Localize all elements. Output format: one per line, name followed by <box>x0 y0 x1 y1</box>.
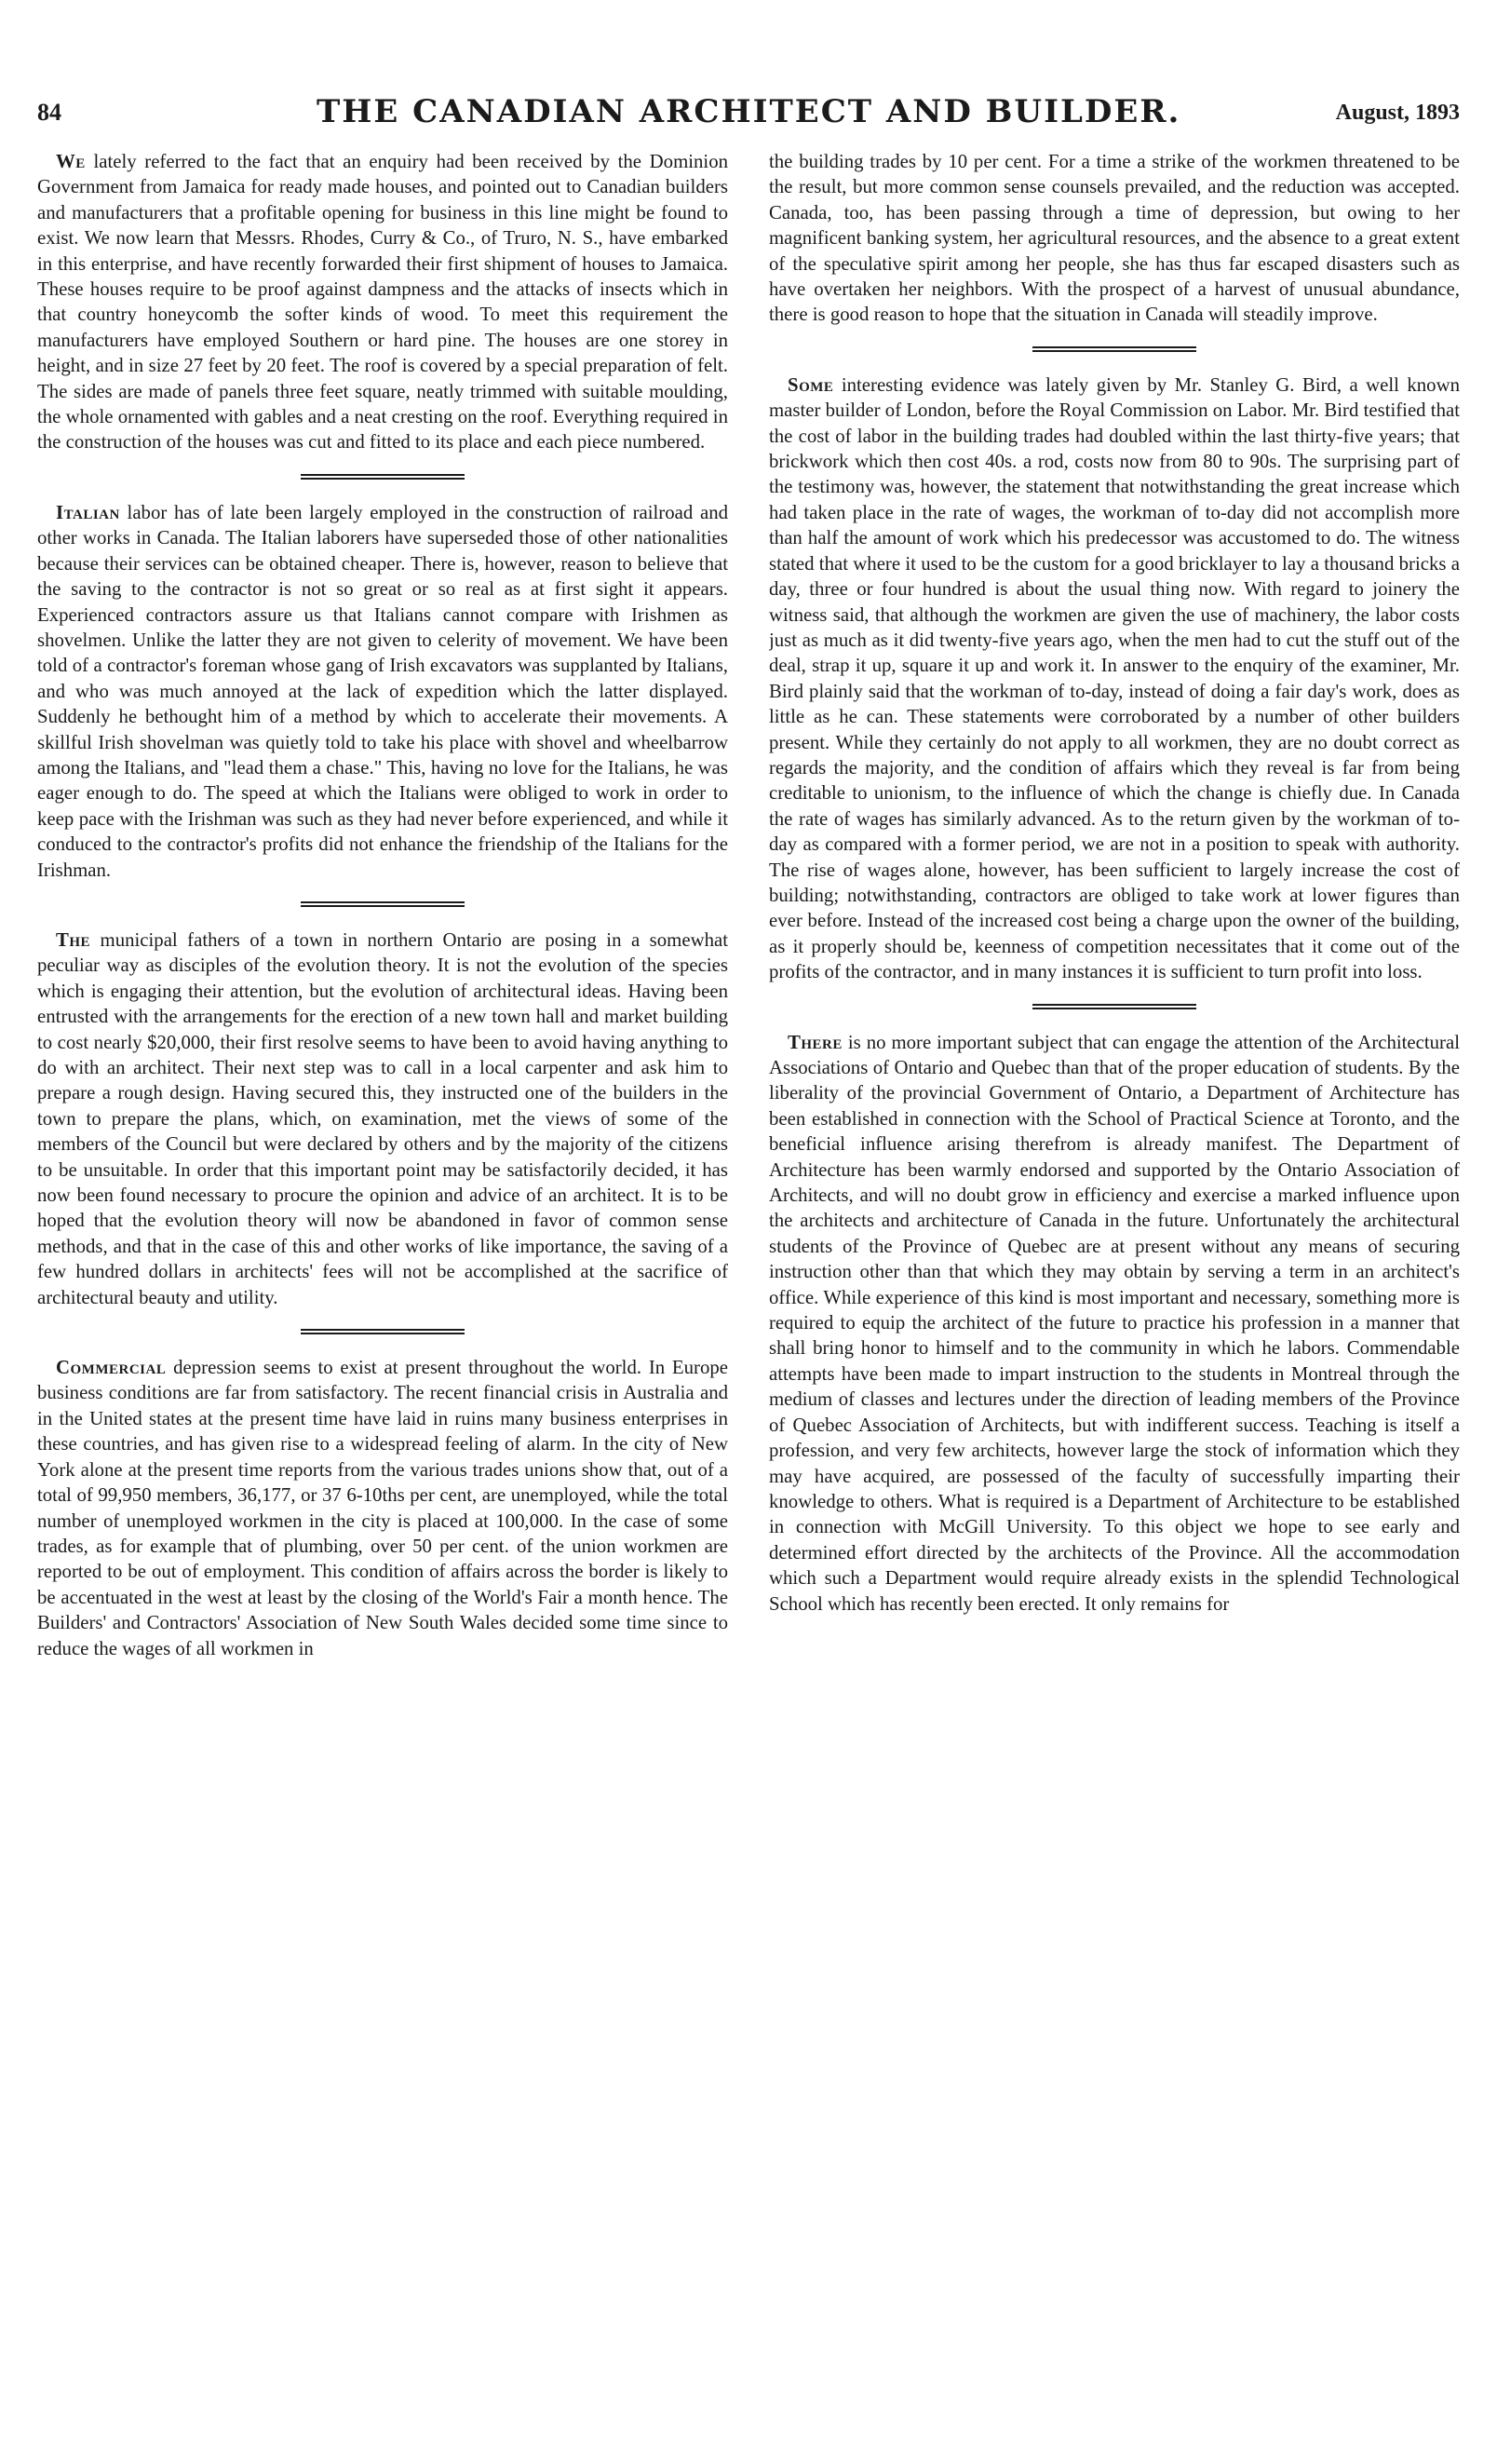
section-divider <box>1032 1004 1196 1009</box>
section-divider <box>301 1329 465 1334</box>
article-paragraph <box>37 927 728 1310</box>
paragraph-text: depression seems to exist at present throughout the world. In Europe business conditions are far from satisfactory. The recent financial crisis in Australia and in the United states at the present time have laid in ruins many business enterprises in these countries, and has given rise to a widespread feeling of alarm. In the city of New York alone at the present time reports from the various trades unions show that, out of a total of 99,950 members, 36,177, or 37 6-10ths per cent, are unemployed, while the total number of unemployed workmen in the city is placed at 100,000. In the case of some trades, as for example that of plumbing, over 50 per cent. of the union workmen are reported to be out of employment. This condition of affairs across the border is likely to be accentuated in the west at least by the closing of the World's Fair a month hence. The Builders' and Contractors' Association of New South Wales decided some time since to reduce the wages of all workmen in <box>37 1357 728 1659</box>
lead-word: Commercial <box>56 1357 167 1379</box>
page-number: 84 <box>37 99 61 126</box>
issue-date: August, 1893 <box>1335 101 1460 125</box>
publication-title: THE CANADIAN ARCHITECT AND BUILDER. <box>317 93 1181 130</box>
paragraph-text: is no more important subject that can engage the attention of the Architectural Associations of Ontario and Quebec than that of the proper education of students. By the liberality of the provincial Government of Ontario, a Department of Architecture has been established in connection with the School of Practical Science at Toronto, and the beneficial influence arising therefrom is already manifest. The Department of Architecture has been warmly endorsed and supported by the Ontario Association of Architects, and will no doubt grow in efficiency and exercise a marked influence upon the architects and architecture of Canada in the future. Unfortunately the architectural students of the Province of Quebec are at present without any means of securing instruction other than that which they may obtain by serving a term in an architect's office. While experience of this kind is most important and necessary, something more is required to equip the architect of the future to practice his profession in a manner that shall bring honor to himself and to the community in which he labors. Commendable attempts have been made to impart instruction to the students in Montreal through the medium of classes and lectures under the direction of leading members of the Province of Quebec Association of Architects, but with indifferent success. Teaching is itself a profession, and very few architects, however large the stock of information which they may have acquired, are possessed of the faculty of successfully imparting their knowledge to others. What is required is a Department of Architecture to be established in connection with McGill University. To this object we hope to see early and determined effort directed by the architects of the Province. All the accommodation which such a Department would require already exists in the splendid Technological School which has recently been erected. It only remains for <box>769 1031 1460 1615</box>
lead-word: Italian <box>56 501 120 523</box>
article-paragraph <box>769 1030 1460 1617</box>
right-column <box>769 149 1460 2427</box>
page-header <box>37 93 1460 130</box>
section-divider <box>301 474 465 480</box>
lead-word: We <box>56 151 86 172</box>
lead-word: The <box>56 928 91 951</box>
paragraph-text: lately referred to the fact that an enquiry had been received by the Dominion Government from Jamaica for ready made houses, and pointed out to Canadian builders and manufacturers that a profitable opening for business in this line might be found to exist. We now learn that Messrs. Rhodes, Curry & Co., of Truro, N. S., have embarked in this enterprise, and have recently forwarded their first shipment of houses to Jamaica. These houses require to be proof against dampness and the attacks of insects which in that country honeycomb the softer kinds of wood. To meet this requirement the manufacturers have employed Southern or hard pine. The houses are one storey in height, and in size 27 feet by 20 feet. The roof is covered by a special preparation of felt. The sides are made of panels three feet square, neatly trimmed with suitable moulding, the whole ornamented with gables and a neat cresting on the roof. Everything required in the construction of the houses was cut and fitted to its place and each piece numbered. <box>37 151 728 454</box>
article-columns <box>37 149 1460 2427</box>
article-paragraph <box>37 500 728 883</box>
article-paragraph <box>37 1355 728 1661</box>
section-divider <box>1032 346 1196 352</box>
lead-word: There <box>788 1031 843 1053</box>
left-column <box>37 149 728 2427</box>
paragraph-text: municipal fathers of a town in northern Ontario are posing in a somewhat peculiar way as disciples of the evolution theory. It is not the evolution of the species which is engaging their attention, but the evolution of architectural ideas. Having been entrusted with the arrangements for the erection of a new town hall and market building to cost nearly $20,000, their first resolve seems to have been to avoid having anything to do with an architect. Their next step was to call in a local carpenter and ask him to prepare a rough design. Having secured this, they instructed one of the builders in the town to prepare the plans, which, on examination, met the views of some of the members of the Council but were declared by others and by the majority of the citizens to be unsuitable. In order that this important point may be satisfactorily decided, it has now been found necessary to procure the opinion and advice of an architect. It is to be hoped that the evolution theory will now be abandoned in favor of common sense methods, and that in the case of this and other works of like importance, the saving of a few hundred dollars in architects' fees will not be accomplished at the sacrifice of architectural beauty and utility. <box>37 928 728 1308</box>
article-paragraph <box>37 149 728 455</box>
section-divider <box>301 901 465 907</box>
paragraph-text: labor has of late been largely employed in the construction of railroad and other works in Canada. The Italian laborers have superseded those of other nationalities because their services can be obtained cheaper. There is, however, reason to believe that the saving to the contractor is not so great or so real as at first sight it appears. Experienced contractors assure us that Italians cannot compare with Irishmen as shovelmen. Unlike the latter they are not given to celerity of movement. We have been told of a contractor's foreman whose gang of Irish excavators was supplanted by Italians, and who was much annoyed at the lack of expedition which the latter displayed. Suddenly he bethought him of a method by which to accelerate their movements. A skillful Irish shovelman was quietly told to take his place with shovel and wheelbarrow among the Italians, and "lead them a chase." This, having no love for the Italians, he was eager enough to do. The speed at which the Italians were obliged to work in order to keep pace with the Irishman was such as they had never before experienced, and while it conduced to the contractor's profits did not enhance the friendship of the Italians for the Irishman. <box>37 501 728 881</box>
article-paragraph <box>769 372 1460 985</box>
article-paragraph <box>769 149 1460 328</box>
paragraph-text: the building trades by 10 per cent. For a time a strike of the workmen threatened to be the result, but more common sense counsels prevailed, and the reduction was accepted. Canada, too, has been passing through a time of depression, but owing to her magnificent banking system, her agricultural resources, and the absence to a great extent of the speculative spirit among her people, she has thus far escaped disasters such as have overtaken her neighbors. With the prospect of a harvest of unusual abundance, there is good reason to hope that the situation in Canada will steadily improve. <box>769 151 1460 326</box>
paragraph-text: interesting evidence was lately given by Mr. Stanley G. Bird, a well known master builder of London, before the Royal Commission on Labor. Mr. Bird testified that the cost of labor in the building trades had doubled within the last thirty-five years; that brickwork which then cost 40s. a rod, costs now from 80 to 90s. The surprising part of the testimony was, however, the statement that notwithstanding the great increase which had taken place in the rate of wages, the workman of to-day did not accomplish more than half the amount of work which his predecessor was accustomed to do. The witness stated that where it used to be the custom for a good bricklayer to lay a thousand bricks a day, three or four hundred is about the usual thing now. With regard to joinery the witness said, that although the workmen are given the use of machinery, the labor costs just as much as it did twenty-five years ago, when the men had to cut the stuff out of the deal, strap it up, square it up and work it. In answer to the enquiry of the examiner, Mr. Bird plainly said that the workman of to-day, instead of doing a fair day's work, does as little as he can. These statements were corroborated by a number of other builders present. While they certainly do not apply to all workmen, they are no doubt correct as regards the majority, and the condition of affairs which they reveal is far from being creditable to unionism, to the influence of which the change is chiefly due. In Canada the rate of wages has similarly advanced. As to the return given by the workman of to-day as compared with a former period, we are not in a position to speak with authority. The rise of wages alone, however, has been sufficient to largely increase the cost of building; notwithstanding, contractors are obliged to take work at lower figures than ever before. Instead of the increased cost being a charge upon the owner of the building, as it properly should be, keenness of competition necessitates that it come out of the profits of the contractor, and in many instances it is sufficient to turn profit into loss. <box>769 373 1460 983</box>
lead-word: Some <box>788 373 834 396</box>
